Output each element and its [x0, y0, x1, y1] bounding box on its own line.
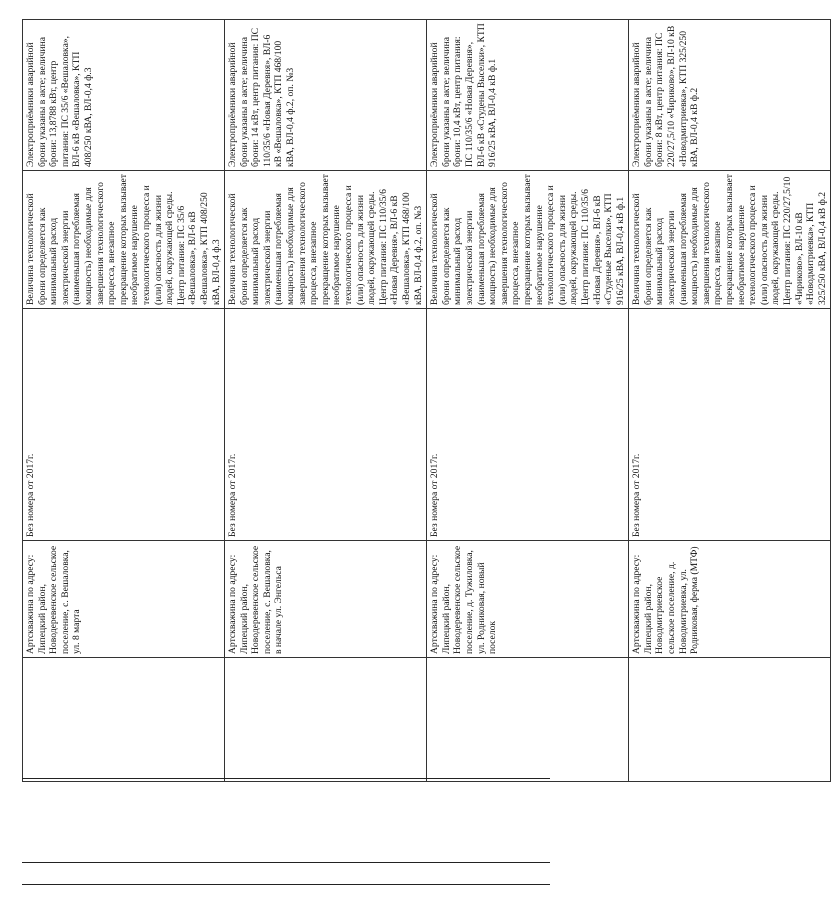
rotated-table-area: [22, 20, 828, 782]
divider-line: [22, 884, 550, 885]
doc-number-cell: Без номера от 2017г.: [427, 309, 629, 541]
tech-bron-cell: Величина технологической брони определяется как минимальный расход электрической энергии (наименьшая потребляемая мощность) необходимые для завершения технологического процесса, внезапное прекращение которых вызывает необратимое нарушение технологического процесса и (или) опасность для жизни людей, окружающей среды. Центр питания: ПС 220/27,5/10 «Чириково», ВЛ-10 кВ «Новодмитриевка», КТП 325/250 кВА, ВЛ-0,4 кВ ф.2: [629, 171, 831, 309]
avar-bron-cell: Электроприёмники аварийной брони указаны в акте; величина брони: 10,4 кВт, центр питания: ПС 110/35/6 «Новая Деревня», ВЛ-6 кВ «Студены Выселки», КТП 916/25 кВА, ВЛ-0,4 кВ ф.1: [427, 20, 629, 171]
avar-bron-cell: Электроприёмники аварийной брони указаны в акте; величина брони: 14 кВт, центр питания: ПС 110/35/6 «Новая Деревня», ВЛ-6 кВ «Вешаловка», КТП 468/100 кВА, ВЛ-0,4 ф.2, оп. №3: [225, 20, 427, 171]
divider-line: [22, 862, 550, 863]
location-cell: Артскважина по адресу: Липецкий район, Новодеревенское сельское поселение, с. Вешаловка, в начале ул. Энгельса: [225, 541, 427, 658]
empty-cell: [427, 658, 629, 782]
doc-number-cell: Без номера от 2017г.: [23, 309, 225, 541]
reserve-table: [22, 19, 831, 782]
table-row: [225, 20, 427, 782]
table-row: [427, 20, 629, 782]
divider-line: [22, 778, 550, 779]
location-cell: Артскважина по адресу: Липецкий район, Новодеревенское сельское поселение, д. Тужиловка, ул. Родниковая, новый поселок: [427, 541, 629, 658]
table-row: [23, 20, 225, 782]
empty-cell: [629, 658, 831, 782]
avar-bron-cell: Электроприёмники аварийной брони указаны в акте; величина брони: 13,8788 кВт, центр питания: ПС 35/6 «Вешаловка», ВЛ-6 кВ «Вешаловка», КТП 408/250 кВА, ВЛ-0,4 ф.3: [23, 20, 225, 171]
tech-bron-cell: Величина технологической брони определяется как минимальный расход электрической энергии (наименьшая потребляемая мощность) необходимые для завершения технологического процесса, внезапное прекращение которых вызывает необратимое нарушение технологического процесса и (или) опасность для жизни людей, окружающей среды. Центр питания: ПС 110/35/6 «Новая Деревня», ВЛ-6 кВ «Студеные Выселки», КТП 916/25 кВА, ВЛ-0,4 кВ ф.1: [427, 171, 629, 309]
doc-number-cell: Без номера от 2017г.: [629, 309, 831, 541]
table-row: [629, 20, 831, 782]
rotated-table: [22, 20, 828, 782]
empty-cell: [225, 658, 427, 782]
tech-bron-cell: Величина технологической брони определяется как минимальный расход электрической энергии (наименьшая потребляемая мощность) необходимые для завершения технологического процесса, внезапное прекращение которых вызывает необратимое нарушение технологического процесса и (или) опасность для жизни людей, окружающей среды. Центр питания: ПС 35/6 «Вешаловка», ВЛ-6 кВ «Вешаловка», КТП 408/250 кВА, ВЛ-0,4 ф.3: [23, 171, 225, 309]
doc-number-cell: Без номера от 2017г.: [225, 309, 427, 541]
location-cell: Артскважина по адресу: Липецкий район, Новодмитриевское сельское поселение, д. Новодмитриевка, ул. Родниковая, ферма (МТФ): [629, 541, 831, 658]
location-cell: Артскважина по адресу: Липецкий район, Новодеревенское сельское поселение, с. Вешаловка, ул. 8 марта: [23, 541, 225, 658]
empty-cell: [23, 658, 225, 782]
avar-bron-cell: Электроприёмники аварийной брони указаны в акте; величина брони: 8 кВт, центр питания: ПС 220/27,5/10 «Чириково», ВЛ-10 кВ «Новодмитриевка», КТП 325/250 кВА, ВЛ-0,4 кВ ф.2: [629, 20, 831, 171]
tech-bron-cell: Величина технологической брони определяется как минимальный расход электрической энергии (наименьшая потребляемая мощность) необходимые для завершения технологического процесса, внезапное прекращение которых вызывает необратимое нарушение технологического процесса и (или) опасность для жизни людей, окружающей среды. Центр питания: ПС 110/35/6 «Новая Деревня», ВЛ-6 кВ «Вешаловка», КТП 468/100 кВА, ВЛ-0,4 ф.2, оп. №3: [225, 171, 427, 309]
